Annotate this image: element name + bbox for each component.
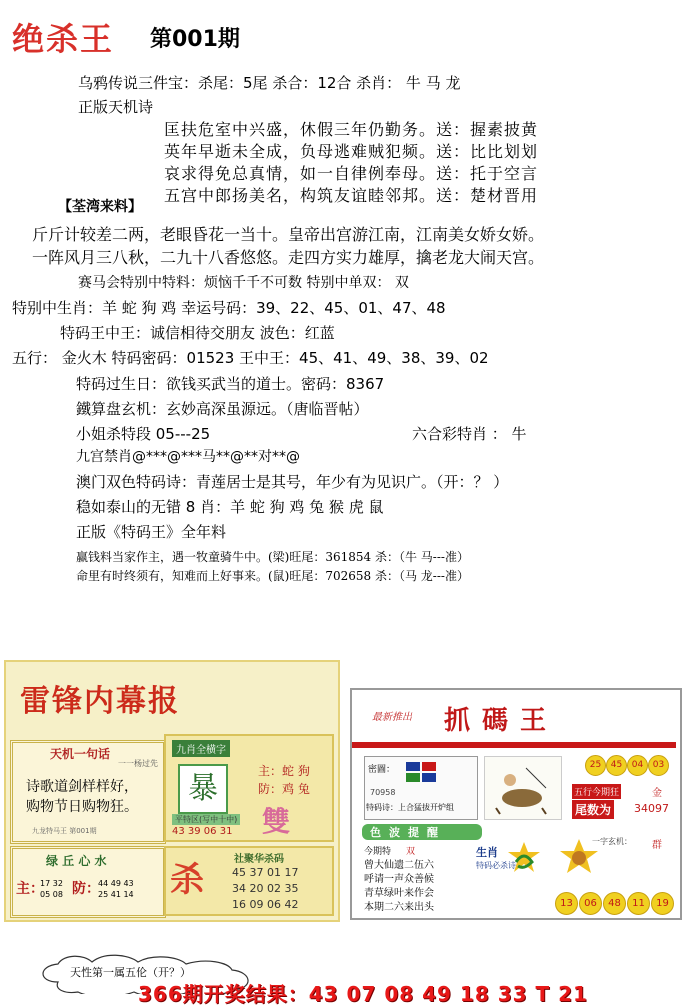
zodiac-label: 生肖 — [476, 846, 498, 859]
box1-sub: 一一杨过先 — [118, 759, 158, 768]
iron-abacus-line: 鐵算盘玄机：玄妙高深虽源远。（唐临晋帖） — [76, 400, 369, 418]
box1-poem-2: 购物节日购物狂。 — [26, 799, 138, 815]
secret-label: 一字玄机： — [592, 837, 632, 846]
poem-line-4: 五宫中郎扬美名，构筑友谊睦邻邦。送：楚材晋用 — [164, 186, 539, 205]
king-line: 特码王中王：诚信相待交朋友 波色：红蓝 — [60, 324, 335, 342]
box2-glyph: 暴 — [178, 764, 228, 814]
box3-main: 主： — [16, 881, 44, 897]
box3-guard: 防： — [72, 881, 100, 897]
right-panel-divider — [352, 742, 676, 748]
poem-line-1: 匡扶危室中兴盛，休假三年仍勤务。送：握素披黄 — [164, 120, 539, 139]
wuxing-value: 金 — [652, 788, 662, 799]
kill-poem-label: 特码必杀诗 — [476, 861, 516, 870]
earn-line-1: 赢钱料当家作主，遇一牧童骑牛中。(梁)旺尾：361854 杀：（牛 马---准） — [76, 550, 469, 564]
cloud-text: 天性第一属五伦（开？） — [70, 966, 191, 979]
box2-pingte: 平特区(写中十中) — [172, 814, 240, 825]
box3-row-2: 05 08 — [40, 890, 63, 899]
box4-row-3: 16 09 06 42 — [232, 898, 299, 911]
miss-kill-line: 小姐杀特段 05---25 — [76, 425, 211, 443]
box2-numbers: 43 39 06 31 — [172, 826, 233, 837]
bottom-ball-2: 06 — [579, 892, 602, 915]
logo-icon — [404, 760, 440, 784]
draw-result: 366期开奖结果：43 07 08 49 18 33 T 21 — [138, 982, 588, 1006]
poem-line-3: 哀求得免总真情，如一自律例奉母。送：托于空言 — [164, 164, 539, 183]
mi-label: 密圖： — [368, 765, 396, 775]
bottom-ball-1: 13 — [555, 892, 578, 915]
box1-title: 天机一句话 — [50, 747, 111, 761]
poem-line-2: 英年早逝未全成，负母逃难贼犯频。送：比比划划 — [164, 142, 539, 161]
bottom-ball-5: 19 — [651, 892, 674, 915]
box4-row-2: 34 20 02 35 — [232, 882, 299, 895]
today-value: 双 — [406, 847, 416, 857]
wuxing-label: 五行今期狂 — [572, 784, 621, 799]
issue-number: 第001期 — [150, 27, 240, 52]
bay-line-1: 斤斤计较差二两，老眼昏花一当十。皇帝出宫游江南，江南美女娇女娇。 — [32, 225, 545, 244]
box1-poem-1: 诗歌道剑样样好， — [26, 779, 138, 795]
horse-club-line: 赛马会特别中特料：烦恼千千不可数 特别中单双： 双 — [78, 275, 409, 291]
macau-line: 澳门双色特码诗：青莲居士是其号，年少有为见识广。（开：？ ） — [76, 473, 509, 491]
birthday-line: 特码过生日：欲钱买武当的道士。密码：8367 — [76, 375, 385, 393]
earn-line-2: 命里有时终须有，知难而上好事来。(鼠)旺尾：702658 杀：（马 龙---准） — [76, 569, 469, 583]
logo-number: 70958 — [370, 788, 396, 797]
box4-row-1: 45 37 01 17 — [232, 866, 299, 879]
tail-label: 尾数为 — [572, 800, 614, 819]
tiger-icon — [556, 838, 602, 876]
right-panel-new: 最新推出 — [372, 712, 412, 723]
right-poem-3: 青草绿叶来作会 — [364, 888, 434, 899]
box1-footer: 九龙特马王 第001期 — [32, 827, 97, 835]
top-ball-1: 25 — [585, 755, 606, 776]
right-poem-1: 曾大仙遗二伍六 — [364, 860, 434, 871]
bay-line-2: 一阵风月三八秋，二九十八香悠悠。走四方实力雄厚，擒老龙大闹天宫。 — [32, 248, 545, 267]
box2-guard: 防：鸡 兔 — [258, 782, 310, 796]
rider-icon — [486, 758, 558, 816]
left-panel-title: 雷锋内幕报 — [20, 684, 180, 719]
color-bar-label: 色波提醒 — [370, 826, 446, 839]
today-label: 今期特 — [364, 847, 392, 857]
top-ball-3: 04 — [627, 755, 648, 776]
three-treasures-line: 乌鸦传说三件宝：杀尾：5尾 杀合：12合 杀肖： 牛 马 龙 — [78, 74, 461, 92]
poem-title: 正版天机诗 — [78, 98, 154, 116]
annual-line: 正版《特码王》全年料 — [76, 523, 227, 541]
bay-title: 【荃湾来料】 — [58, 199, 142, 215]
box3-row-1: 17 32 — [40, 879, 63, 888]
six-color-line: 六合彩特肖 ： 牛 — [412, 425, 527, 443]
bottom-ball-3: 48 — [603, 892, 626, 915]
nine-palace-line: 九宫禁肖@***@***马**@**对**@ — [76, 449, 300, 465]
secret-value: 群 — [652, 840, 662, 851]
box3-row-3: 44 49 43 — [98, 879, 134, 888]
box2-big-glyph: 雙 — [262, 805, 291, 838]
box3-row-4: 25 41 14 — [98, 890, 134, 899]
special-zodiac-line: 特别中生肖：羊 蛇 狗 鸡 幸运号码：39、22、45、01、47、48 — [12, 299, 446, 317]
box2-title: 九肖全横字 — [172, 740, 230, 757]
tema-poem: 特码诗：上合猛拔开炉组 — [366, 803, 454, 812]
right-poem-2: 呼请一声众善候 — [364, 874, 434, 885]
snake-icon — [504, 840, 544, 876]
top-ball-4: 03 — [648, 755, 669, 776]
box2-main: 主：蛇 狗 — [258, 764, 310, 778]
top-ball-2: 45 — [606, 755, 627, 776]
right-panel-title: 抓碼王 — [444, 706, 559, 736]
box3-title: 绿 丘 心 水 — [46, 854, 107, 868]
logo: 绝杀王 — [12, 20, 115, 58]
box4-title: 社聚华杀码 — [234, 854, 284, 865]
five-elements-line: 五行： 金火木 特码密码：01523 王中王：45、41、49、38、39、02 — [12, 349, 489, 367]
taishan-line: 稳如泰山的无错 8 肖：羊 蛇 狗 鸡 兔 猴 虎 鼠 — [76, 498, 384, 516]
bottom-ball-4: 11 — [627, 892, 650, 915]
tail-value: 34097 — [634, 802, 669, 815]
box4-glyph: 杀 — [170, 860, 204, 900]
right-poem-4: 本期二六来出头 — [364, 902, 434, 913]
